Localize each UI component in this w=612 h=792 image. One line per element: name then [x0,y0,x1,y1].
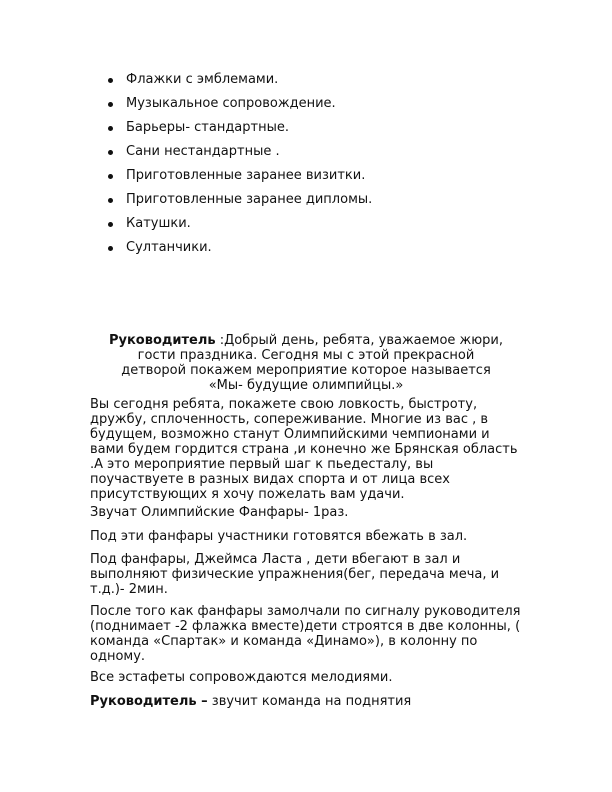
list-item [106,116,372,140]
command-text: звучит команда на поднятия [207,694,412,709]
bullet-icon [108,246,113,251]
bullet-icon [108,126,113,131]
speaker-label: Руководитель [108,333,216,348]
speaker-label: Руководитель – [90,694,208,709]
list-item-text: Музыкальное сопровождение. [126,96,336,111]
list-item [106,140,372,164]
bullet-icon [108,78,113,83]
intro-line-2: гости праздника. Сегодня мы с этой прекрасной [137,348,475,363]
list-item-text: Сани нестандартные . [126,144,280,159]
bullet-icon [108,150,113,155]
list-item [106,164,372,188]
list-item [106,236,372,260]
intro-paragraph [92,333,520,393]
intro-line-4: «Мы- будущие олимпийцы.» [208,378,404,393]
list-item-text: Катушки. [126,216,191,231]
list-item [106,212,372,236]
welcome-paragraph: Вы сегодня ребята, покажете свою ловкость, быстроту, дружбу, сплоченность, сопереживание. Многие из вас , в будущем, возможно станут Олимпийскими чемпионами и вами будем гордится страна ,и конечно же Брянская область .А это мероприятие первый шаг к пьедесталу, вы поучаствуете в разных видах спорта и от лица всех присутствующих я хочу пожелать вам удачи. [90,397,518,502]
intro-line-3: детворой покажем мероприятие которое называется [121,363,491,378]
bullet-icon [108,174,113,179]
bullet-icon [108,198,113,203]
bullet-icon [108,102,113,107]
list-item [106,188,372,212]
entrance-paragraph: Под эти фанфары участники готовятся вбежать в зал. [90,529,468,544]
equipment-list [106,68,372,260]
bullet-icon [108,222,113,227]
fanfare-paragraph: Звучат Олимпийские Фанфары- 1раз. [90,505,349,520]
list-item [106,68,372,92]
formation-paragraph: После того как фанфары замолчали по сигналу руководителя (поднимает -2 флажка вместе)дети строятся в две колонны, ( команда «Спартак» и команда «Динамо»), в колонну по одному. [90,604,521,664]
list-item-text: Флажки с эмблемами. [126,72,279,87]
command-paragraph [90,694,522,709]
list-item-text: Приготовленные заранее дипломы. [126,192,373,207]
list-item [106,92,372,116]
intro-line-1: :Добрый день, ребята, уважаемое жюри, [215,333,504,348]
relay-music-paragraph: Все эстафеты сопровождаются мелодиями. [90,670,393,685]
list-item-text: Барьеры- стандартные. [126,120,289,135]
list-item-text: Приготовленные заранее визитки. [126,168,366,183]
list-item-text: Султанчики. [126,240,212,255]
exercise-paragraph: Под фанфары, Джеймса Ласта , дети вбегают в зал и выполняют физические упражнения(бег, передача меча, и т.д.)- 2мин. [90,552,500,597]
